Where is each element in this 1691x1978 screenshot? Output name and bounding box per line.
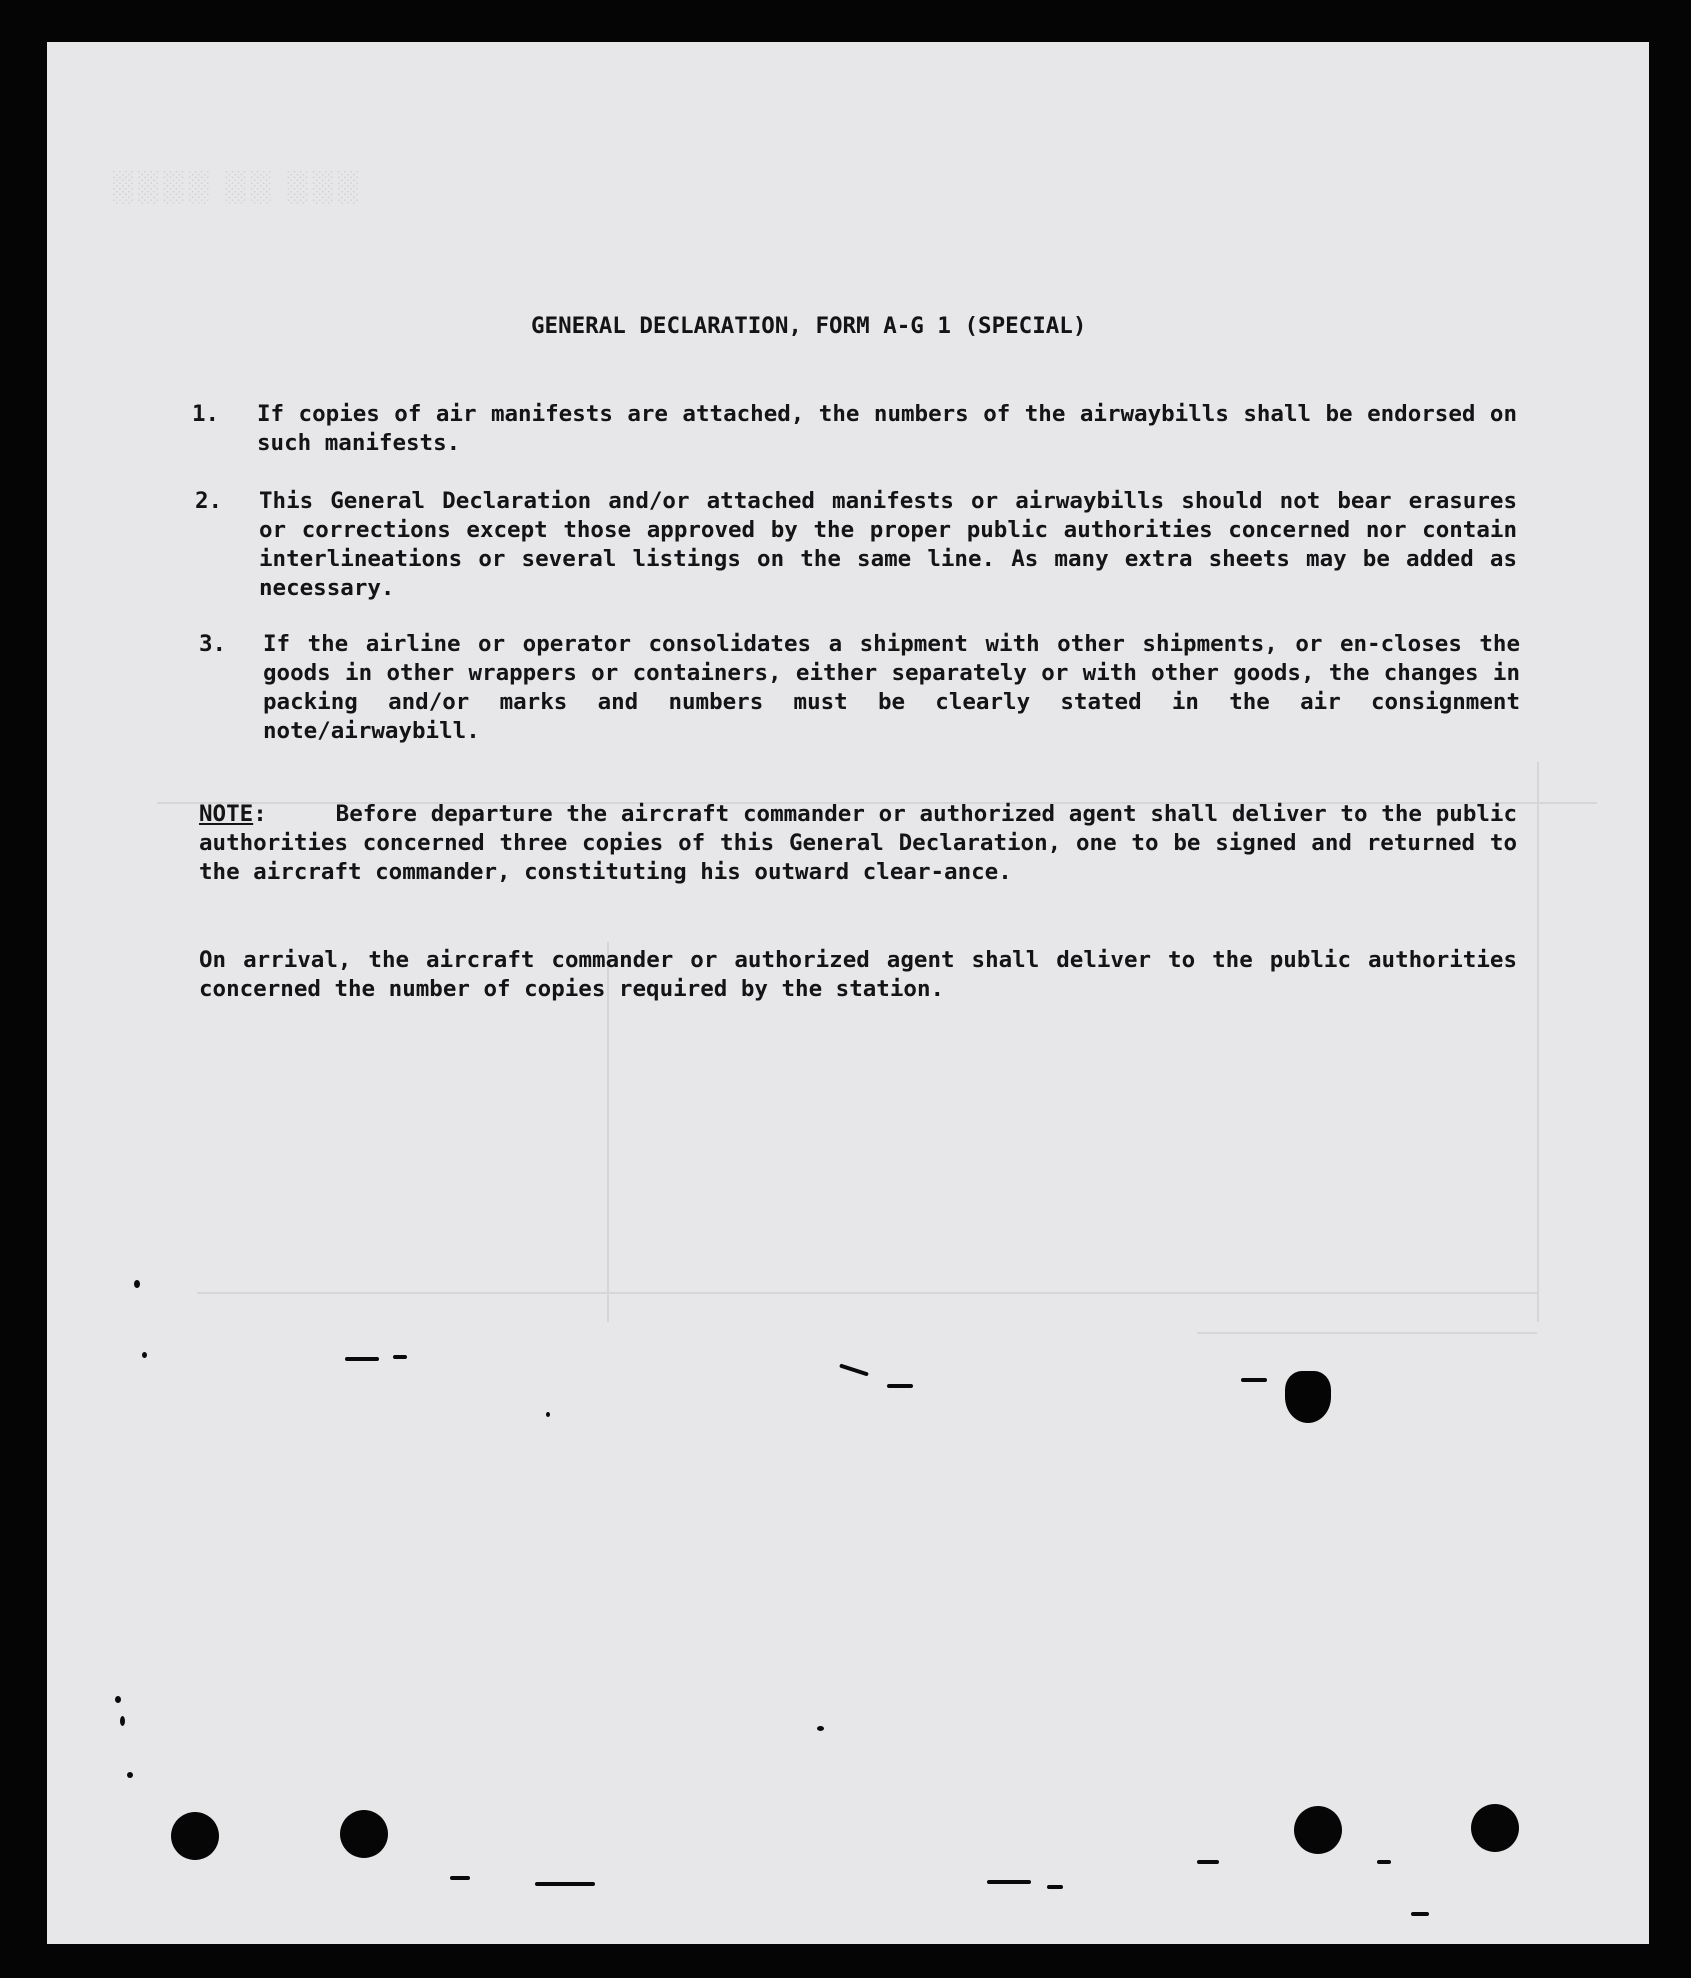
scan-mark — [1241, 1378, 1267, 1382]
scan-speck — [546, 1412, 550, 1417]
scan-mark — [1197, 1860, 1219, 1864]
arrival-paragraph: On arrival, the aircraft commander or authorized agent shall deliver to the public authorities concerned the number of copies required by the station. — [199, 947, 1517, 1002]
bleed-through-rule — [197, 1292, 1537, 1294]
scan-mark — [1377, 1860, 1391, 1864]
item-number: 3. — [199, 631, 227, 657]
bleed-through-rule — [1197, 1332, 1537, 1334]
scan-mark — [987, 1880, 1031, 1884]
scan-mark — [345, 1357, 379, 1361]
scan-blemish — [1285, 1371, 1331, 1423]
punch-hole — [1294, 1806, 1342, 1854]
scan-speck — [115, 1696, 121, 1703]
bleed-through-mark: ░░░ ░░ ░░░░ — [109, 170, 360, 203]
document-title: GENERAL DECLARATION, FORM A-G 1 (SPECIAL) — [531, 313, 1087, 339]
item-text: This General Declaration and/or attached manifests or airwaybills should not bear erasures or corrections except those approved by the proper public authorities concerned nor contain interlineations or several listings on the same line. As many extra sheets may be added as necessary. — [259, 488, 1517, 601]
scan-speck — [134, 1280, 140, 1288]
item-number: 2. — [195, 488, 223, 514]
note-text: Before departure the aircraft commander or authorized agent shall deliver to the public authorities concerned three copies of this General Declaration, one to be signed and returned to the aircraft commander, constituting his outward clear-ance. — [199, 801, 1518, 885]
scan-mark — [1047, 1885, 1063, 1889]
note-paragraph: NOTE: Before departure the aircraft commander or authorized agent shall deliver to the public authorities concerned three copies of this General Declaration, one to be signed and returned to the aircraft commander, constituting his outward clear-ance. — [199, 801, 1518, 885]
scan-speck — [127, 1772, 133, 1778]
item-number: 1. — [192, 401, 220, 427]
document-page — [47, 42, 1649, 1944]
scan-speck — [120, 1716, 125, 1726]
scan-speck — [142, 1352, 147, 1358]
note-label: NOTE — [199, 801, 254, 827]
bleed-through-rule — [1537, 762, 1539, 1322]
punch-hole — [1471, 1804, 1519, 1852]
scan-mark — [1411, 1912, 1429, 1916]
scan-mark — [450, 1876, 470, 1880]
scan-mark — [393, 1355, 407, 1359]
item-text: If copies of air manifests are attached, the numbers of the airwaybills shall be endorsed on such manifests. — [257, 401, 1517, 456]
item-text: If the airline or operator consolidates a shipment with other shipments, or en-closes the goods in other wrappers or containers, either separately or with other goods, the changes in packing and/or marks and numbers must be clearly stated in the air consignment note/airwaybill. — [263, 631, 1520, 744]
punch-hole — [171, 1812, 219, 1860]
scan-speck — [817, 1726, 824, 1731]
scan-mark — [839, 1363, 869, 1376]
scan-mark — [887, 1384, 913, 1388]
punch-hole — [340, 1810, 388, 1858]
scan-mark — [535, 1882, 595, 1886]
